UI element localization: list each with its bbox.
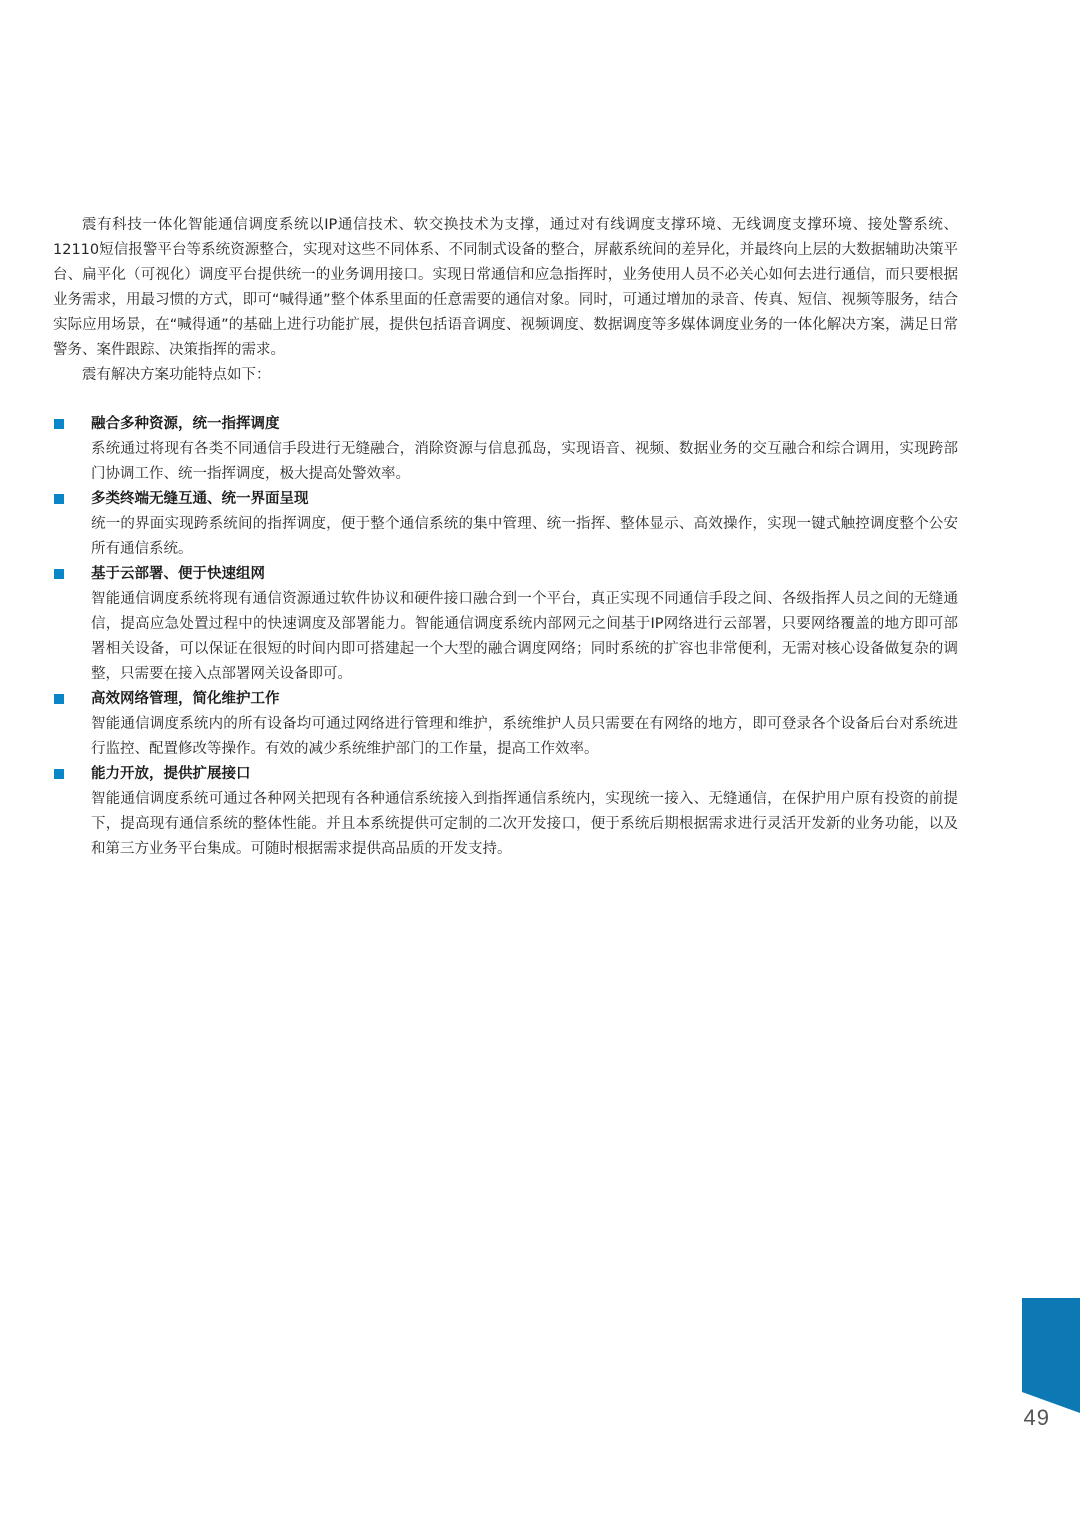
feature-title: 高效网络管理，简化维护工作 [91,691,280,707]
square-bullet-icon [54,694,64,704]
square-bullet-icon [54,419,64,429]
feature-item-open-interfaces [53,762,958,862]
feature-item-network-management [53,687,958,762]
intro-lead-paragraph: 震有解决方案功能特点如下： [82,367,271,383]
feature-description: 系统通过将现有各类不同通信手段进行无缝融合，消除资源与信息孤岛，实现语音、视频、数据业务的交互融合和综合调用，实现跨部门协调工作、统一指挥调度，极大提高处警效率。 [91,441,958,482]
feature-description: 统一的界面实现跨系统间的指挥调度，便于整个通信系统的集中管理、统一指挥、整体显示、高效操作，实现一键式触控调度整个公安所有通信系统。 [91,516,958,557]
feature-item-unified-interface [53,487,958,562]
page-tab-ribbon [1022,1298,1080,1413]
feature-item-resource-fusion [53,412,958,487]
square-bullet-icon [54,769,64,779]
feature-title: 多类终端无缝互通、统一界面呈现 [91,491,309,507]
square-bullet-icon [54,569,64,579]
intro-paragraph: 震有科技一体化智能通信调度系统以IP通信技术、软交换技术为支撑，通过对有线调度支撑环境、无线调度支撑环境、接处警系统、12110短信报警平台等系统资源整合，实现对这些不同体系、不同制式设备的整合，屏蔽系统间的差异化，并最终向上层的大数据辅助决策平台、扁平化（可视化）调度平台提供统一的业务调用接口。实现日常通信和应急指挥时，业务使用人员不必关心如何去进行通信，而只要根据业务需求，用最习惯的方式，即可“喊得通”整个体系里面的任意需要的通信对象。同时，可通过增加的录音、传真、短信、视频等服务，结合实际应用场景，在“喊得通”的基础上进行功能扩展，提供包括语音调度、视频调度、数据调度等多媒体调度业务的一体化解决方案，满足日常警务、案件跟踪、决策指挥的需求。 [53,217,958,358]
document-body [53,213,958,862]
section-spacer [53,388,958,412]
feature-item-cloud-deployment [53,562,958,687]
feature-description: 智能通信调度系统可通过各种网关把现有各种通信系统接入到指挥通信系统内，实现统一接入、无缝通信，在保护用户原有投资的前提下，提高现有通信系统的整体性能。并且本系统提供可定制的二次开发接口，便于系统后期根据需求进行灵活开发新的业务功能，以及和第三方业务平台集成。可随时根据需求提供高品质的开发支持。 [91,791,958,857]
feature-description: 智能通信调度系统将现有通信资源通过软件协议和硬件接口融合到一个平台，真正实现不同通信手段之间、各级指挥人员之间的无缝通信，提高应急处置过程中的快速调度及部署能力。智能通信调度系统内部网元之间基于IP网络进行云部署，只要网络覆盖的地方即可部署相关设备，可以保证在很短的时间内即可搭建起一个大型的融合调度网络；同时系统的扩容也非常便利，无需对核心设备做复杂的调整，只需要在接入点部署网关设备即可。 [91,591,958,682]
square-bullet-icon [54,494,64,504]
feature-title: 基于云部署、便于快速组网 [91,566,265,582]
feature-description: 智能通信调度系统内的所有设备均可通过网络进行管理和维护，系统维护人员只需要在有网络的地方，即可登录各个设备后台对系统进行监控、配置修改等操作。有效的减少系统维护部门的工作量，提高工作效率。 [91,716,958,757]
page-number: 49 [1023,1405,1050,1430]
feature-title: 融合多种资源，统一指挥调度 [91,416,280,432]
feature-title: 能力开放，提供扩展接口 [91,766,251,782]
